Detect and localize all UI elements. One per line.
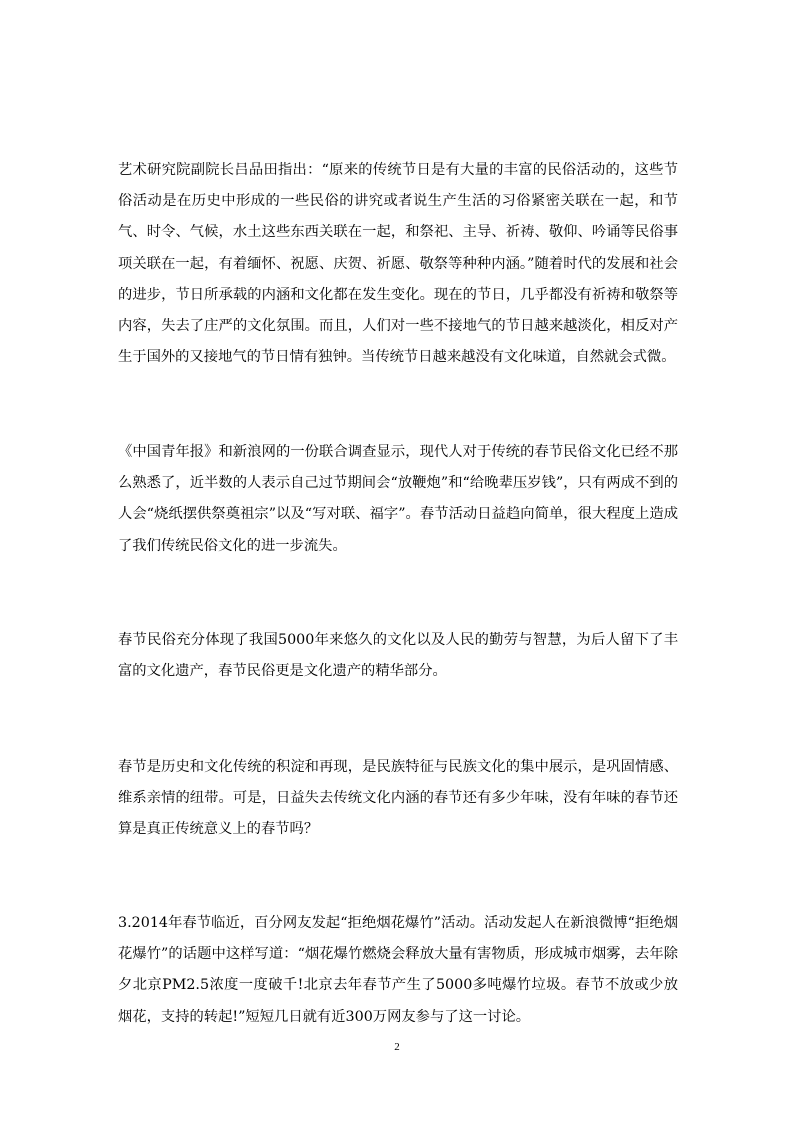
paragraph-spring-festival-meaning: 春节是历史和文化传统的积淀和再现，是民族特征与民族文化的集中展示，是巩固情感、维系亲情的纽带。可是，日益失去传统文化内涵的春节还有多少年味，没有年味的春节还算是真正传统意义上的春节吗？ <box>118 759 678 838</box>
paragraph-lv-pintian-quote: 艺术研究院副院长吕品田指出：“原来的传统节日是有大量的丰富的民俗活动的，这些节俗活动是在历史中形成的一些民俗的讲究或者说生产生活的习俗紧密关联在一起，和节气、时令、气候，水土这些东西关联在一起，和祭祀、主导、祈祷、敬仰、吟诵等民俗事项关联在一起，有着缅怀、祝愿、庆贺、祈愿、敬祭等种种内涵。”随着时代的发展和社会的进步，节日所承载的内涵和文化都在发生变化。现在的节日，几乎都没有祈祷和敬祭等内容，失去了庄严的文化氛围。而且，人们对一些不接地气的节日越来越淡化，相反对产生于国外的又接地气的节日情有独钟。当传统节日越来越没有文化味道，自然就会式微。 <box>118 162 678 366</box>
paragraph-survey: 《中国青年报》和新浪网的一份联合调查显示，现代人对于传统的春节民俗文化已经不那么熟悉了，近半数的人表示自己过节期间会“放鞭炮”和“给晚辈压岁钱”，只有两成不到的人会“烧纸摆供祭奠祖宗”以及“写对联、福字”。春节活动日益趋向简单，很大程度上造成了我们传统民俗文化的进一步流失。 <box>118 444 678 554</box>
page-number: 2 <box>394 1041 400 1053</box>
paragraph-folk-customs: 春节民俗充分体现了我国5000年来悠久的文化以及人民的勤劳与智慧，为后人留下了丰富的文化遗产，春节民俗更是文化遗产的精华部分。 <box>118 632 678 680</box>
paragraph-fireworks-campaign: 3.2014年春节临近，百分网友发起“拒绝烟花爆竹”活动。活动发起人在新浪微博“拒绝烟花爆竹”的话题中这样写道：“烟花爆竹燃烧会释放大量有害物质，形成城市烟雾，去年除夕北京PM2.5浓度一度破千!北京去年春节产生了5000多吨爆竹垃圾。春节不放或少放烟花，支持的转起!”短短几日就有近300万网友参与了这一讨论。 <box>118 915 678 1025</box>
